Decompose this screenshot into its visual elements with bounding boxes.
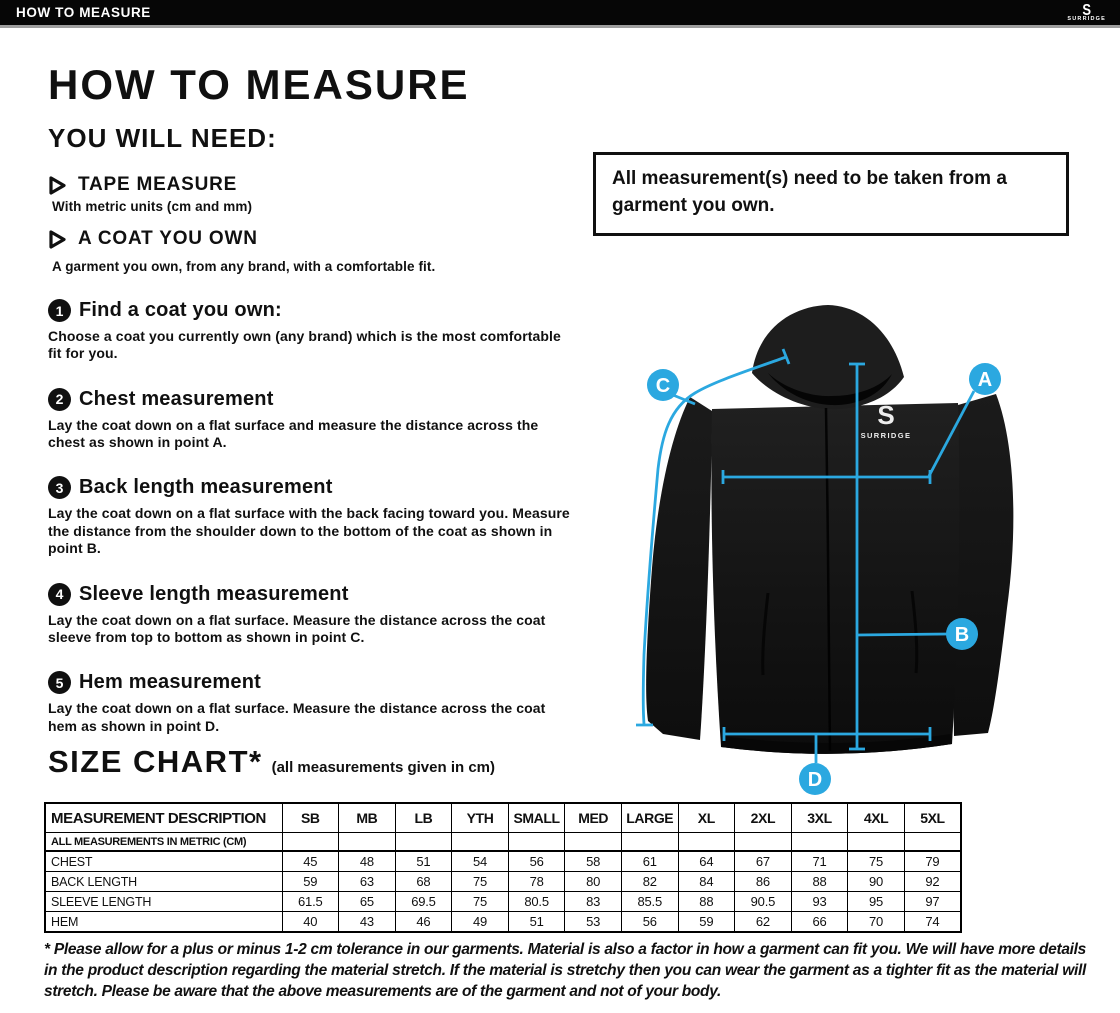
size-value: 88 <box>791 872 848 892</box>
size-value: 59 <box>282 872 339 892</box>
size-value: 61.5 <box>282 892 339 912</box>
empty-cell <box>339 833 396 852</box>
requirements-list <box>48 174 576 274</box>
size-value: 58 <box>565 851 622 872</box>
notice-box <box>593 152 1069 236</box>
size-chart-title: SIZE CHART* <box>48 744 263 779</box>
size-value: 54 <box>452 851 509 872</box>
step-item <box>48 476 576 557</box>
callout-d-letter: D <box>807 769 823 791</box>
size-value: 45 <box>282 851 339 872</box>
jacket-diagram-svg <box>600 293 1110 813</box>
step-description: Lay the coat down on a flat surface with the back facing toward you. Measure the distance from the shoulder down to the bottom of the coat as shown in point B. <box>48 505 570 557</box>
step-title: Chest measurement <box>79 387 274 410</box>
size-value: 51 <box>395 851 452 872</box>
jacket-hood <box>752 305 904 409</box>
table-row <box>45 851 961 872</box>
metric-note-row <box>45 833 961 852</box>
page-title: HOW TO MEASURE <box>48 61 470 108</box>
callout-b-letter: B <box>954 624 970 646</box>
size-value: 56 <box>508 851 565 872</box>
jacket-torso <box>711 403 959 754</box>
surridge-logo-word: SURRIDGE <box>1067 15 1106 22</box>
column-header: 3XL <box>791 803 848 833</box>
step-title: Hem measurement <box>79 671 261 694</box>
size-value: 97 <box>904 892 961 912</box>
empty-cell <box>791 833 848 852</box>
table-row <box>45 912 961 933</box>
column-header: 5XL <box>904 803 961 833</box>
size-value: 69.5 <box>395 892 452 912</box>
step-number-badge: 2 <box>48 388 71 411</box>
play-triangle-icon <box>48 229 67 250</box>
column-header: MEASUREMENT DESCRIPTION <box>45 803 282 833</box>
size-value: 80 <box>565 872 622 892</box>
table-row <box>45 872 961 892</box>
requirement-item <box>48 174 576 214</box>
size-value: 56 <box>621 912 678 933</box>
size-value: 40 <box>282 912 339 933</box>
jacket-illustration <box>646 305 1013 754</box>
size-value: 90.5 <box>735 892 792 912</box>
row-label: HEM <box>45 912 282 933</box>
column-header: 2XL <box>735 803 792 833</box>
step-title: Back length measurement <box>79 476 333 499</box>
column-header: SB <box>282 803 339 833</box>
size-value: 85.5 <box>621 892 678 912</box>
empty-cell <box>678 833 735 852</box>
jacket-logo-word: SURRIDGE <box>860 431 912 440</box>
size-value: 79 <box>904 851 961 872</box>
step-title: Sleeve length measurement <box>79 582 349 605</box>
size-value: 74 <box>904 912 961 933</box>
step-number-badge: 3 <box>48 476 71 499</box>
size-value: 92 <box>904 872 961 892</box>
size-value: 78 <box>508 872 565 892</box>
table-header-row <box>45 803 961 833</box>
size-value: 84 <box>678 872 735 892</box>
empty-cell <box>508 833 565 852</box>
top-bar <box>0 0 1120 28</box>
size-value: 61 <box>621 851 678 872</box>
callout-a-letter: A <box>977 369 993 391</box>
requirement-detail: With metric units (cm and mm) <box>52 199 253 214</box>
size-value: 95 <box>848 892 905 912</box>
size-value: 49 <box>452 912 509 933</box>
size-value: 67 <box>735 851 792 872</box>
table-row <box>45 892 961 912</box>
size-value: 65 <box>339 892 396 912</box>
size-value: 75 <box>452 872 509 892</box>
column-header: LB <box>395 803 452 833</box>
size-value: 80.5 <box>508 892 565 912</box>
empty-cell <box>282 833 339 852</box>
size-value: 51 <box>508 912 565 933</box>
size-value: 86 <box>735 872 792 892</box>
size-value: 88 <box>678 892 735 912</box>
size-value: 59 <box>678 912 735 933</box>
row-label: SLEEVE LENGTH <box>45 892 282 912</box>
requirement-label: TAPE MEASURE <box>78 174 238 195</box>
size-chart-table <box>44 802 962 933</box>
surridge-logo <box>1067 0 1106 23</box>
size-value: 48 <box>339 851 396 872</box>
empty-cell <box>735 833 792 852</box>
column-header: YTH <box>452 803 509 833</box>
callout-b-connector <box>857 634 947 635</box>
callout-c-letter: C <box>655 375 671 397</box>
size-value: 75 <box>452 892 509 912</box>
step-title: Find a coat you own: <box>79 299 282 321</box>
topbar-title: HOW TO MEASURE <box>16 5 151 20</box>
step-description: Lay the coat down on a flat surface. Measure the distance across the coat sleeve from top to bottom as shown in point C. <box>48 611 546 645</box>
jacket-right-sleeve <box>953 394 1013 736</box>
notice-text: All measurement(s) need to be taken from a garment you own. <box>612 168 1007 216</box>
size-value: 46 <box>395 912 452 933</box>
size-value: 66 <box>791 912 848 933</box>
empty-cell <box>452 833 509 852</box>
step-number-badge: 4 <box>48 583 71 606</box>
empty-cell <box>848 833 905 852</box>
size-value: 70 <box>848 912 905 933</box>
step-number-badge: 1 <box>48 299 71 322</box>
empty-cell <box>565 833 622 852</box>
instructions-column <box>48 61 576 735</box>
size-value: 63 <box>339 872 396 892</box>
size-value: 83 <box>565 892 622 912</box>
size-value: 71 <box>791 851 848 872</box>
requirement-item <box>48 228 576 274</box>
size-value: 64 <box>678 851 735 872</box>
size-value: 82 <box>621 872 678 892</box>
surridge-logo-mark-icon: S <box>1082 0 1092 19</box>
requirement-label: A COAT YOU OWN <box>78 228 258 249</box>
column-header: LARGE <box>621 803 678 833</box>
step-item <box>48 583 576 647</box>
requirement-detail: A garment you own, from any brand, with a comfortable fit. <box>52 259 436 274</box>
column-header: MED <box>565 803 622 833</box>
step-description: Lay the coat down on a flat surface. Measure the distance across the coat hem as shown in point D. <box>48 700 546 734</box>
row-label: BACK LENGTH <box>45 872 282 892</box>
empty-cell <box>395 833 452 852</box>
you-will-need-heading: YOU WILL NEED: <box>48 123 277 153</box>
jacket-measurement-diagram <box>600 293 1110 813</box>
size-value: 90 <box>848 872 905 892</box>
size-value: 93 <box>791 892 848 912</box>
size-value: 75 <box>848 851 905 872</box>
empty-cell <box>904 833 961 852</box>
step-item <box>48 299 576 363</box>
step-description: Choose a coat you currently own (any brand) which is the most comfortable fit for you. <box>48 328 561 362</box>
step-number-badge: 5 <box>48 671 71 694</box>
metric-note: ALL MEASUREMENTS IN METRIC (CM) <box>45 833 282 852</box>
play-triangle-icon <box>48 175 67 196</box>
size-value: 43 <box>339 912 396 933</box>
column-header: SMALL <box>508 803 565 833</box>
jacket-logo-mark-icon: S <box>877 400 895 430</box>
step-item <box>48 671 576 735</box>
jacket-left-sleeve <box>646 397 712 740</box>
step-description: Lay the coat down on a flat surface and measure the distance across the chest as shown in point A. <box>48 416 539 451</box>
steps-list <box>48 299 576 735</box>
column-header: XL <box>678 803 735 833</box>
size-chart-subtitle: (all measurements given in cm) <box>271 759 495 776</box>
tolerance-footnote: * Please allow for a plus or minus 1-2 cm tolerance in our garments. Material is also a factor in how a garment can fit you. We will have more details in the product description regarding the material stretch. If the material is stretchy then you can wear the garment as a tighter fit as the material will stretch. Please be aware that the above measurements are of the garment and not of your body. <box>44 941 1086 1000</box>
empty-cell <box>621 833 678 852</box>
step-item <box>48 388 576 452</box>
column-header: MB <box>339 803 396 833</box>
column-header: 4XL <box>848 803 905 833</box>
size-chart-heading <box>48 744 495 780</box>
size-value: 53 <box>565 912 622 933</box>
size-value: 68 <box>395 872 452 892</box>
row-label: CHEST <box>45 851 282 872</box>
size-value: 62 <box>735 912 792 933</box>
